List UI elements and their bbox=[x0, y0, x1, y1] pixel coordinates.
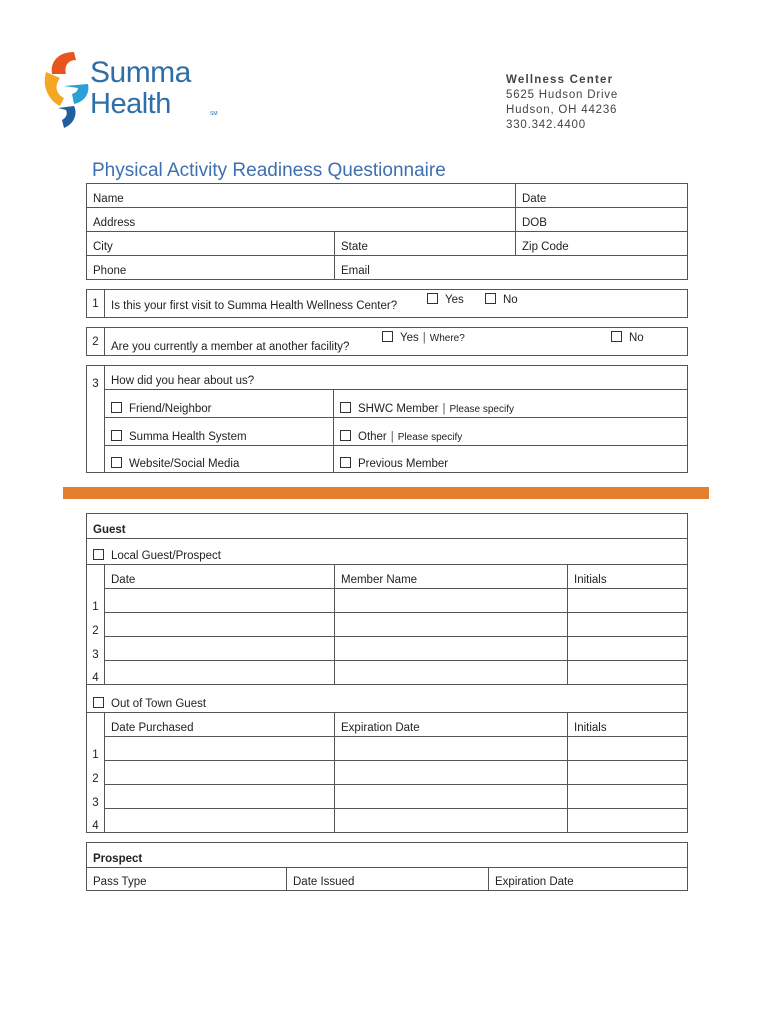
separator: | bbox=[422, 332, 426, 344]
dob-label: DOB bbox=[522, 217, 547, 229]
checkbox-icon[interactable] bbox=[93, 697, 104, 708]
question-1-yes-option[interactable] bbox=[427, 293, 464, 306]
logo-text-health: Health bbox=[90, 88, 171, 120]
zip-field[interactable] bbox=[516, 232, 688, 256]
checkbox-icon[interactable] bbox=[382, 331, 393, 342]
table-row bbox=[87, 637, 688, 661]
checkbox-icon[interactable] bbox=[111, 430, 122, 441]
question-3-table bbox=[86, 365, 688, 473]
dob-field[interactable] bbox=[516, 208, 688, 232]
question-2-table bbox=[86, 327, 688, 356]
out-expiration-date-cell[interactable] bbox=[335, 737, 568, 761]
guest-table bbox=[86, 513, 688, 833]
separator: | bbox=[390, 431, 394, 443]
question-2-text: Are you currently a member at another facility? bbox=[111, 340, 350, 353]
option-shwc-member[interactable] bbox=[334, 390, 688, 418]
out-date-purchased-cell[interactable] bbox=[105, 809, 335, 833]
pass-type-field[interactable]: Pass Type bbox=[87, 868, 287, 891]
local-member-name-cell[interactable] bbox=[335, 661, 568, 685]
state-field[interactable] bbox=[335, 232, 516, 256]
row-number: 2 bbox=[87, 761, 105, 785]
expiration-date-field[interactable]: Expiration Date bbox=[489, 868, 688, 891]
out-expiration-date-cell[interactable] bbox=[335, 761, 568, 785]
checkbox-icon[interactable] bbox=[340, 457, 351, 468]
checkbox-icon[interactable] bbox=[427, 293, 438, 304]
question-2-yes-label: Yes bbox=[400, 332, 419, 344]
email-field[interactable] bbox=[335, 256, 688, 280]
question-3-spacer bbox=[87, 418, 105, 446]
question-2-number: 2 bbox=[87, 328, 105, 356]
table-row bbox=[87, 613, 688, 637]
local-member-name-cell[interactable] bbox=[335, 613, 568, 637]
local-col-initials: Initials bbox=[568, 565, 688, 589]
summa-health-logo bbox=[44, 48, 224, 132]
out-initials-cell[interactable] bbox=[568, 737, 688, 761]
date-field[interactable] bbox=[516, 184, 688, 208]
question-3-text: How did you hear about us? bbox=[105, 366, 688, 390]
local-initials-cell[interactable] bbox=[568, 613, 688, 637]
row-number: 3 bbox=[87, 637, 105, 661]
question-2-row bbox=[105, 328, 688, 356]
checkbox-icon[interactable] bbox=[111, 457, 122, 468]
out-date-purchased-cell[interactable] bbox=[105, 785, 335, 809]
checkbox-icon[interactable] bbox=[611, 331, 622, 342]
out-expiration-date-cell[interactable] bbox=[335, 809, 568, 833]
option-friend-neighbor[interactable] bbox=[105, 390, 334, 418]
option-previous-member[interactable] bbox=[334, 446, 688, 473]
option-summa-health-system-label: Summa Health System bbox=[129, 431, 247, 443]
out-date-purchased-cell[interactable] bbox=[105, 761, 335, 785]
option-previous-member-label: Previous Member bbox=[358, 458, 449, 470]
prospect-table bbox=[86, 842, 688, 891]
table-row bbox=[87, 661, 688, 685]
logo-service-mark: SM bbox=[210, 111, 218, 117]
email-label: Email bbox=[341, 265, 370, 277]
row-number: 3 bbox=[87, 785, 105, 809]
out-of-town-guest-option[interactable] bbox=[87, 685, 688, 713]
out-initials-cell[interactable] bbox=[568, 761, 688, 785]
center-city: Hudson, OH 44236 bbox=[506, 104, 618, 116]
local-date-cell[interactable] bbox=[105, 613, 335, 637]
out-date-purchased-cell[interactable] bbox=[105, 737, 335, 761]
out-initials-cell[interactable] bbox=[568, 785, 688, 809]
phone-label: Phone bbox=[93, 265, 127, 277]
table-row bbox=[87, 761, 688, 785]
question-1-no-label: No bbox=[503, 294, 518, 306]
table-row bbox=[87, 589, 688, 613]
option-shwc-member-label: SHWC Member bbox=[358, 403, 439, 415]
center-phone: 330.342.4400 bbox=[506, 119, 586, 131]
row-number: 1 bbox=[87, 589, 105, 613]
date-label: Date bbox=[522, 193, 547, 205]
name-label: Name bbox=[93, 193, 124, 205]
option-other-note: Please specify bbox=[397, 432, 463, 443]
local-date-cell[interactable] bbox=[105, 637, 335, 661]
orange-divider-bar bbox=[63, 487, 709, 499]
name-field[interactable] bbox=[87, 184, 516, 208]
question-1-yes-label: Yes bbox=[445, 294, 464, 306]
question-1-no-option[interactable] bbox=[485, 293, 518, 306]
out-expiration-date-cell[interactable] bbox=[335, 785, 568, 809]
checkbox-icon[interactable] bbox=[340, 430, 351, 441]
out-initials-cell[interactable] bbox=[568, 809, 688, 833]
checkbox-icon[interactable] bbox=[340, 402, 351, 413]
out-of-town-guest-label: Out of Town Guest bbox=[111, 698, 207, 710]
local-col-date: Date bbox=[105, 565, 335, 589]
local-member-name-cell[interactable] bbox=[335, 637, 568, 661]
question-1-text: Is this your first visit to Summa Health Wellness Center? bbox=[111, 299, 398, 312]
question-2-no-label: No bbox=[629, 332, 644, 344]
prospect-heading: Prospect bbox=[87, 843, 688, 868]
personal-info-table bbox=[86, 183, 688, 280]
question-2-no-option[interactable] bbox=[611, 331, 644, 344]
table-row bbox=[87, 785, 688, 809]
row-number: 4 bbox=[87, 661, 105, 685]
local-member-name-cell[interactable] bbox=[335, 589, 568, 613]
row-number: 2 bbox=[87, 613, 105, 637]
checkbox-icon[interactable] bbox=[111, 402, 122, 413]
question-1-table bbox=[86, 289, 688, 318]
local-guest-label: Local Guest/Prospect bbox=[111, 550, 221, 562]
question-1-number: 1 bbox=[87, 290, 105, 318]
table-row bbox=[87, 809, 688, 833]
question-2-yes-option[interactable] bbox=[382, 331, 465, 344]
table-row bbox=[87, 737, 688, 761]
local-initials-cell[interactable] bbox=[568, 589, 688, 613]
row-number: 1 bbox=[87, 737, 105, 761]
city-label: City bbox=[93, 241, 113, 253]
question-1-row bbox=[105, 290, 688, 318]
city-field[interactable] bbox=[87, 232, 335, 256]
question-2-where-label: Where? bbox=[429, 333, 465, 344]
option-friend-neighbor-label: Friend/Neighbor bbox=[129, 403, 212, 415]
option-summa-health-system[interactable] bbox=[105, 418, 334, 446]
local-initials-cell[interactable] bbox=[568, 637, 688, 661]
guest-heading: Guest bbox=[87, 514, 688, 539]
separator: | bbox=[442, 403, 446, 415]
local-col-member-name: Member Name bbox=[335, 565, 568, 589]
address-label: Address bbox=[93, 217, 136, 229]
question-3-spacer bbox=[87, 446, 105, 473]
document-title: Physical Activity Readiness Questionnaire bbox=[92, 160, 446, 181]
center-contact-block bbox=[506, 73, 618, 133]
state-label: State bbox=[341, 241, 368, 253]
checkbox-icon[interactable] bbox=[485, 293, 496, 304]
question-3-spacer bbox=[87, 390, 105, 418]
logo-text-summa: Summa bbox=[90, 56, 191, 89]
option-other-label: Other bbox=[358, 431, 387, 443]
row-number: 4 bbox=[87, 809, 105, 833]
local-guest-option[interactable] bbox=[87, 539, 688, 565]
local-initials-cell[interactable] bbox=[568, 661, 688, 685]
question-3-number: 3 bbox=[87, 366, 105, 390]
center-address: 5625 Hudson Drive bbox=[506, 89, 619, 101]
checkbox-icon[interactable] bbox=[93, 549, 104, 560]
option-other[interactable] bbox=[334, 418, 688, 446]
local-date-cell[interactable] bbox=[105, 661, 335, 685]
summa-logo-mark-icon bbox=[44, 48, 90, 132]
option-shwc-member-note: Please specify bbox=[449, 404, 514, 415]
center-name: Wellness Center bbox=[506, 74, 614, 86]
address-field[interactable] bbox=[87, 208, 516, 232]
out-col-expiration-date: Expiration Date bbox=[335, 713, 568, 737]
out-header-spacer bbox=[87, 713, 105, 737]
zip-label: Zip Code bbox=[522, 241, 569, 253]
out-col-date-purchased: Date Purchased bbox=[105, 713, 335, 737]
option-website-social-media[interactable] bbox=[105, 446, 334, 473]
out-col-initials: Initials bbox=[568, 713, 688, 737]
phone-field[interactable] bbox=[87, 256, 335, 280]
date-issued-field[interactable]: Date Issued bbox=[287, 868, 489, 891]
option-website-social-media-label: Website/Social Media bbox=[129, 458, 240, 470]
local-date-cell[interactable] bbox=[105, 589, 335, 613]
local-header-spacer bbox=[87, 565, 105, 589]
